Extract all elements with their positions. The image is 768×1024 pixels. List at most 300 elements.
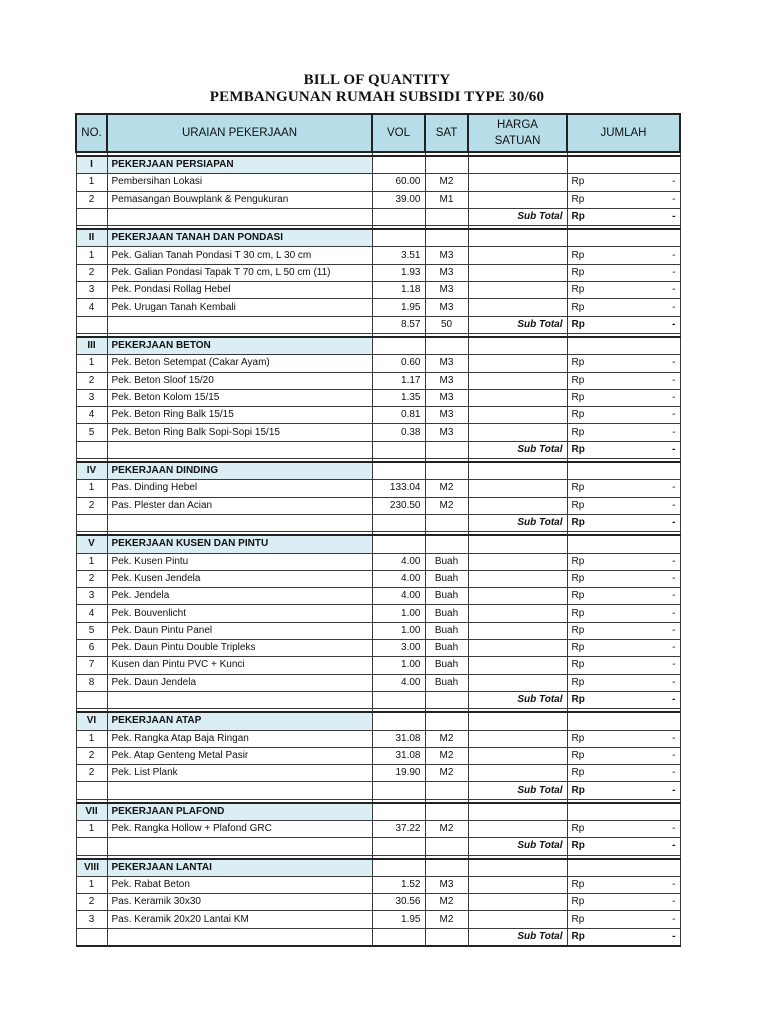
item-description: Pek. Rangka Atap Baja Ringan [107, 730, 372, 747]
amount-value: - [672, 409, 676, 421]
item-volume: 1.35 [372, 389, 425, 406]
item-description: Pek. Urugan Tanah Kembali [107, 299, 372, 316]
amount-value: - [672, 426, 676, 438]
currency-label: Rp [571, 555, 585, 567]
empty-cell [567, 229, 680, 247]
item-number: 7 [76, 657, 107, 674]
empty-cell [76, 782, 107, 799]
empty-cell [567, 859, 680, 877]
section-number: IV [76, 462, 107, 480]
table-row [76, 605, 680, 622]
section-number: III [76, 337, 107, 355]
currency-label: Rp [571, 249, 585, 261]
item-unit: M3 [425, 372, 468, 389]
section-title: PEKERJAAN TANAH DAN PONDASI [107, 229, 372, 247]
header-vol: VOL [372, 114, 425, 152]
subtotal-label: Sub Total [468, 928, 567, 946]
currency-label: Rp [571, 823, 585, 835]
item-unit: M2 [425, 480, 468, 497]
table-row [76, 588, 680, 605]
empty-cell [76, 441, 107, 458]
section-header-row [76, 156, 680, 174]
amount-value: - [672, 443, 676, 455]
item-volume: 1.95 [372, 911, 425, 928]
item-unit: Buah [425, 622, 468, 639]
item-number: 3 [76, 282, 107, 299]
item-amount [567, 407, 680, 424]
amount-value: - [672, 784, 676, 796]
item-number: 3 [76, 389, 107, 406]
currency-label: Rp [571, 784, 585, 796]
table-row [76, 424, 680, 441]
amount-value: - [672, 749, 676, 761]
item-description: Pek. Kusen Jendela [107, 570, 372, 587]
section-header-row [76, 859, 680, 877]
table-row [76, 640, 680, 657]
currency-label: Rp [571, 624, 585, 636]
item-number: 2 [76, 570, 107, 587]
currency-label: Rp [571, 357, 585, 369]
item-number: 1 [76, 730, 107, 747]
item-description: Pek. Daun Pintu Double Tripleks [107, 640, 372, 657]
amount-value: - [672, 659, 676, 671]
item-unit-price [468, 553, 567, 570]
currency-label: Rp [571, 694, 585, 706]
currency-label: Rp [571, 211, 585, 223]
currency-label: Rp [571, 374, 585, 386]
amount-value: - [672, 840, 676, 852]
item-unit: M2 [425, 765, 468, 782]
table-row [76, 282, 680, 299]
item-amount [567, 605, 680, 622]
empty-cell [372, 337, 425, 355]
item-description: Pas. Keramik 20x20 Lantai KM [107, 911, 372, 928]
item-unit: M3 [425, 264, 468, 281]
empty-cell [567, 156, 680, 174]
item-volume: 1.95 [372, 299, 425, 316]
item-unit-price [468, 497, 567, 514]
table-row [76, 174, 680, 191]
item-unit: M3 [425, 424, 468, 441]
item-unit-price [468, 407, 567, 424]
subtotal-volume [372, 928, 425, 946]
section-header-row [76, 337, 680, 355]
section-header-row [76, 803, 680, 821]
item-unit: M2 [425, 730, 468, 747]
document-title: BILL OF QUANTITY [303, 72, 451, 88]
table-row [76, 747, 680, 764]
header-harga-line1: HARGA [497, 119, 538, 131]
item-number: 3 [76, 911, 107, 928]
amount-value: - [672, 517, 676, 529]
item-description: Pek. Kusen Pintu [107, 553, 372, 570]
item-unit: Buah [425, 570, 468, 587]
item-number: 2 [76, 191, 107, 208]
item-number: 4 [76, 407, 107, 424]
item-volume: 37.22 [372, 820, 425, 837]
item-description: Kusen dan Pintu PVC + Kunci [107, 657, 372, 674]
empty-cell [372, 229, 425, 247]
item-amount [567, 570, 680, 587]
item-volume: 39.00 [372, 191, 425, 208]
currency-label: Rp [571, 607, 585, 619]
item-amount [567, 747, 680, 764]
currency-label: Rp [571, 659, 585, 671]
item-unit-price [468, 820, 567, 837]
item-unit-price [468, 765, 567, 782]
item-unit: Buah [425, 640, 468, 657]
item-description: Pek. Bouvenlicht [107, 605, 372, 622]
currency-label: Rp [571, 896, 585, 908]
table-row [76, 264, 680, 281]
item-volume: 1.18 [372, 282, 425, 299]
currency-label: Rp [571, 318, 585, 330]
item-unit-price [468, 299, 567, 316]
currency-label: Rp [571, 176, 585, 188]
table-row [76, 372, 680, 389]
table-row [76, 911, 680, 928]
item-unit: Buah [425, 588, 468, 605]
currency-label: Rp [571, 499, 585, 511]
subtotal-amount [567, 838, 680, 855]
empty-cell [107, 316, 372, 333]
item-number: 1 [76, 247, 107, 264]
amount-value: - [672, 732, 676, 744]
amount-value: - [672, 913, 676, 925]
amount-value: - [672, 176, 676, 188]
table-row [76, 622, 680, 639]
item-unit: M3 [425, 389, 468, 406]
item-description: Pek. Galian Tanah Pondasi T 30 cm, L 30 cm [107, 247, 372, 264]
subtotal-unit [425, 208, 468, 225]
subtotal-volume [372, 441, 425, 458]
table-row [76, 247, 680, 264]
item-number: 2 [76, 497, 107, 514]
amount-value: - [672, 694, 676, 706]
item-amount [567, 299, 680, 316]
subtotal-label: Sub Total [468, 782, 567, 799]
subtotal-amount [567, 928, 680, 946]
table-row [76, 730, 680, 747]
subtotal-amount [567, 441, 680, 458]
currency-label: Rp [571, 590, 585, 602]
item-unit: M3 [425, 355, 468, 372]
item-number: 5 [76, 622, 107, 639]
empty-cell [372, 803, 425, 821]
item-unit: M3 [425, 282, 468, 299]
subtotal-unit [425, 514, 468, 531]
header-uraian: URAIAN PEKERJAAN [107, 114, 372, 152]
item-unit-price [468, 570, 567, 587]
item-amount [567, 674, 680, 691]
item-description: Pas. Dinding Hebel [107, 480, 372, 497]
subtotal-volume [372, 208, 425, 225]
subtotal-volume [372, 691, 425, 708]
item-number: 1 [76, 174, 107, 191]
item-description: Pek. Beton Kolom 15/15 [107, 389, 372, 406]
section-number: VIII [76, 859, 107, 877]
amount-value: - [672, 392, 676, 403]
subtotal-label: Sub Total [468, 514, 567, 531]
item-unit-price [468, 876, 567, 893]
currency-label: Rp [571, 301, 585, 313]
subtotal-unit [425, 691, 468, 708]
amount-value: - [672, 193, 676, 205]
item-volume: 4.00 [372, 570, 425, 587]
table-row [76, 674, 680, 691]
currency-label: Rp [571, 482, 585, 494]
item-unit-price [468, 372, 567, 389]
bill-of-quantity-table [75, 113, 681, 947]
empty-cell [468, 803, 567, 821]
item-amount [567, 730, 680, 747]
item-volume: 4.00 [372, 553, 425, 570]
item-unit-price [468, 282, 567, 299]
header-harga-satuan [468, 114, 567, 152]
item-unit: Buah [425, 674, 468, 691]
item-unit-price [468, 640, 567, 657]
table-row [76, 765, 680, 782]
subtotal-unit [425, 782, 468, 799]
item-volume: 31.08 [372, 730, 425, 747]
subtotal-volume [372, 514, 425, 531]
section-number: VI [76, 712, 107, 730]
item-description: Pek. Pondasi Rollag Hebel [107, 282, 372, 299]
item-volume: 1.00 [372, 605, 425, 622]
table-row [76, 553, 680, 570]
empty-cell [468, 712, 567, 730]
item-amount [567, 820, 680, 837]
item-unit: Buah [425, 553, 468, 570]
table-row [76, 657, 680, 674]
item-volume: 1.00 [372, 657, 425, 674]
item-number: 1 [76, 820, 107, 837]
empty-cell [107, 838, 372, 855]
empty-cell [107, 441, 372, 458]
item-volume: 230.50 [372, 497, 425, 514]
table-row [76, 570, 680, 587]
subtotal-unit [425, 838, 468, 855]
item-volume: 60.00 [372, 174, 425, 191]
subtotal-row [76, 838, 680, 855]
table-row [76, 407, 680, 424]
subtotal-unit [425, 441, 468, 458]
amount-value: - [672, 572, 676, 584]
amount-value: - [672, 930, 676, 942]
item-unit: M3 [425, 299, 468, 316]
item-unit-price [468, 424, 567, 441]
item-unit-price [468, 894, 567, 911]
empty-cell [372, 859, 425, 877]
section-title: PEKERJAAN LANTAI [107, 859, 372, 877]
item-unit: M2 [425, 174, 468, 191]
item-description: Pas. Keramik 30x30 [107, 894, 372, 911]
item-amount [567, 264, 680, 281]
amount-value: - [672, 624, 676, 636]
amount-value: - [672, 284, 676, 296]
item-description: Pek. Beton Ring Balk 15/15 [107, 407, 372, 424]
item-number: 6 [76, 640, 107, 657]
table-row [76, 355, 680, 372]
subtotal-row [76, 441, 680, 458]
amount-value: - [672, 590, 676, 602]
subtotal-amount [567, 514, 680, 531]
currency-label: Rp [571, 930, 585, 942]
empty-cell [107, 691, 372, 708]
item-unit-price [468, 247, 567, 264]
section-header-row [76, 462, 680, 480]
item-unit-price [468, 355, 567, 372]
item-number: 4 [76, 605, 107, 622]
item-description: Pek. Daun Jendela [107, 674, 372, 691]
item-amount [567, 911, 680, 928]
table-row [76, 894, 680, 911]
item-amount [567, 876, 680, 893]
empty-cell [372, 712, 425, 730]
item-unit-price [468, 674, 567, 691]
item-volume: 3.51 [372, 247, 425, 264]
subtotal-amount [567, 691, 680, 708]
amount-value: - [672, 249, 676, 261]
item-amount [567, 480, 680, 497]
table-row [76, 299, 680, 316]
empty-cell [107, 782, 372, 799]
item-volume: 3.00 [372, 640, 425, 657]
table-row [76, 497, 680, 514]
item-volume: 0.60 [372, 355, 425, 372]
item-amount [567, 497, 680, 514]
table-body [76, 152, 680, 946]
item-unit-price [468, 622, 567, 639]
item-description: Pek. Daun Pintu Panel [107, 622, 372, 639]
empty-cell [107, 208, 372, 225]
item-number: 2 [76, 765, 107, 782]
item-number: 2 [76, 372, 107, 389]
item-unit-price [468, 264, 567, 281]
subtotal-amount [567, 316, 680, 333]
currency-label: Rp [571, 443, 585, 455]
item-unit-price [468, 389, 567, 406]
subtotal-label: Sub Total [468, 691, 567, 708]
empty-cell [76, 208, 107, 225]
section-number: II [76, 229, 107, 247]
item-volume: 31.08 [372, 747, 425, 764]
empty-cell [425, 337, 468, 355]
item-amount [567, 389, 680, 406]
item-unit: M3 [425, 247, 468, 264]
amount-value: - [672, 676, 676, 688]
currency-label: Rp [571, 426, 585, 438]
item-unit-price [468, 730, 567, 747]
item-number: 5 [76, 424, 107, 441]
subtotal-volume [372, 782, 425, 799]
empty-cell [468, 229, 567, 247]
item-volume: 1.17 [372, 372, 425, 389]
item-unit: M2 [425, 747, 468, 764]
currency-label: Rp [571, 517, 585, 529]
table-row [76, 876, 680, 893]
empty-cell [425, 859, 468, 877]
item-unit-price [468, 657, 567, 674]
item-volume: 0.38 [372, 424, 425, 441]
subtotal-unit [425, 928, 468, 946]
empty-cell [468, 337, 567, 355]
subtotal-row [76, 928, 680, 946]
amount-value: - [672, 499, 676, 511]
item-number: 1 [76, 355, 107, 372]
item-description: Pek. Beton Ring Balk Sopi-Sopi 15/15 [107, 424, 372, 441]
section-title: PEKERJAAN KUSEN DAN PINTU [107, 535, 372, 553]
empty-cell [425, 156, 468, 174]
section-header-row [76, 229, 680, 247]
item-volume: 0.81 [372, 407, 425, 424]
item-unit: M3 [425, 876, 468, 893]
table-row [76, 389, 680, 406]
empty-cell [372, 535, 425, 553]
currency-label: Rp [571, 767, 585, 779]
item-unit-price [468, 605, 567, 622]
empty-cell [567, 462, 680, 480]
item-unit: Buah [425, 605, 468, 622]
subtotal-row [76, 316, 680, 333]
table-row [76, 191, 680, 208]
section-title: PEKERJAAN PLAFOND [107, 803, 372, 821]
empty-cell [107, 928, 372, 946]
currency-label: Rp [571, 879, 585, 891]
item-unit: M1 [425, 191, 468, 208]
header-no: NO. [76, 114, 107, 152]
empty-cell [567, 712, 680, 730]
item-number: 1 [76, 480, 107, 497]
amount-value: - [672, 482, 676, 494]
item-description: Pek. List Plank [107, 765, 372, 782]
item-unit-price [468, 480, 567, 497]
item-number: 1 [76, 553, 107, 570]
item-number: 3 [76, 588, 107, 605]
empty-cell [76, 838, 107, 855]
header-jumlah: JUMLAH [567, 114, 680, 152]
item-description: Pek. Galian Pondasi Tapak T 70 cm, L 50 cm (11) [107, 264, 372, 281]
item-amount [567, 424, 680, 441]
empty-cell [425, 462, 468, 480]
item-unit: M3 [425, 407, 468, 424]
empty-cell [468, 156, 567, 174]
empty-cell [372, 156, 425, 174]
amount-value: - [672, 879, 676, 891]
item-amount [567, 247, 680, 264]
empty-cell [567, 803, 680, 821]
subtotal-label: Sub Total [468, 441, 567, 458]
item-unit: M2 [425, 497, 468, 514]
subtotal-label: Sub Total [468, 208, 567, 225]
subtotal-unit: 50 [425, 316, 468, 333]
item-volume: 30.56 [372, 894, 425, 911]
empty-cell [468, 462, 567, 480]
item-volume: 1.93 [372, 264, 425, 281]
amount-value: - [672, 318, 676, 330]
item-amount [567, 640, 680, 657]
subtotal-volume: 8.57 [372, 316, 425, 333]
item-number: 8 [76, 674, 107, 691]
item-amount [567, 622, 680, 639]
item-volume: 133.04 [372, 480, 425, 497]
item-number: 1 [76, 876, 107, 893]
item-description: Pek. Beton Sloof 15/20 [107, 372, 372, 389]
section-number: VII [76, 803, 107, 821]
currency-label: Rp [571, 732, 585, 744]
amount-value: - [672, 357, 676, 369]
subtotal-label: Sub Total [468, 316, 567, 333]
